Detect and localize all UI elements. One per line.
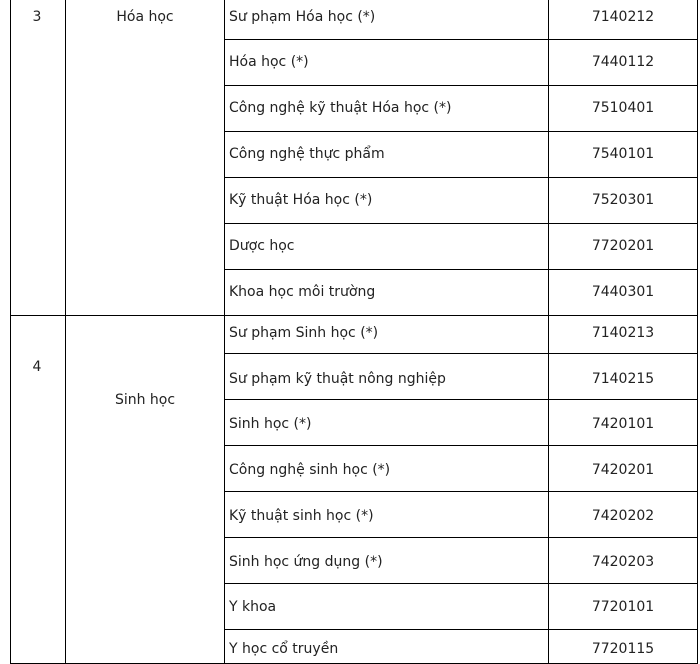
code-cell: 7420101 <box>591 416 655 432</box>
row-line <box>224 491 698 492</box>
code-cell: 7520301 <box>591 192 655 208</box>
major-cell: Công nghệ sinh học (*) <box>229 462 391 478</box>
border-right <box>697 0 698 664</box>
row-line <box>224 39 698 40</box>
code-cell: 7420202 <box>591 508 655 524</box>
border-major-code <box>548 0 549 664</box>
major-cell: Khoa học môi trường <box>229 284 376 300</box>
border-subject-major <box>224 0 225 664</box>
major-cell: Sinh học (*) <box>229 416 312 432</box>
major-cell: Sư phạm Sinh học (*) <box>229 325 379 341</box>
row-line <box>224 269 698 270</box>
code-cell: 7720201 <box>591 238 655 254</box>
row-line <box>224 399 698 400</box>
stt-cell: 4 <box>32 359 42 375</box>
major-cell: Hóa học (*) <box>229 54 309 70</box>
code-cell: 7540101 <box>591 146 655 162</box>
major-cell: Sư phạm Hóa học (*) <box>229 9 376 25</box>
code-cell: 7440301 <box>591 284 655 300</box>
row-line <box>224 223 698 224</box>
subject-cell: Sinh học <box>114 392 176 408</box>
subject-cell: Hóa học <box>116 9 174 25</box>
row-line <box>224 629 698 630</box>
stt-cell: 3 <box>32 9 42 25</box>
major-cell: Y khoa <box>229 599 277 615</box>
major-cell: Sư phạm kỹ thuật nông nghiệp <box>229 371 446 387</box>
major-cell: Y học cổ truyền <box>229 641 339 657</box>
row-line <box>224 177 698 178</box>
code-cell: 7140215 <box>591 371 655 387</box>
border-stt-subject <box>65 0 66 664</box>
row-line <box>224 85 698 86</box>
code-cell: 7420203 <box>591 554 655 570</box>
major-cell: Kỹ thuật sinh học (*) <box>229 508 374 524</box>
row-line <box>224 353 698 354</box>
code-cell: 7140212 <box>591 9 655 25</box>
group-separator <box>10 315 698 316</box>
major-cell: Công nghệ thực phẩm <box>229 146 385 162</box>
code-cell: 7140213 <box>591 325 655 341</box>
code-cell: 7420201 <box>591 462 655 478</box>
border-left <box>10 0 11 664</box>
row-line <box>224 445 698 446</box>
row-line <box>224 131 698 132</box>
major-cell: Kỹ thuật Hóa học (*) <box>229 192 373 208</box>
row-line <box>224 537 698 538</box>
code-cell: 7440112 <box>591 54 655 70</box>
code-cell: 7720115 <box>591 641 655 657</box>
row-line <box>224 583 698 584</box>
code-cell: 7720101 <box>591 599 655 615</box>
major-cell: Dược học <box>229 238 295 254</box>
code-cell: 7510401 <box>591 100 655 116</box>
major-cell: Sinh học ứng dụng (*) <box>229 554 383 570</box>
major-cell: Công nghệ kỹ thuật Hóa học (*) <box>229 100 452 116</box>
